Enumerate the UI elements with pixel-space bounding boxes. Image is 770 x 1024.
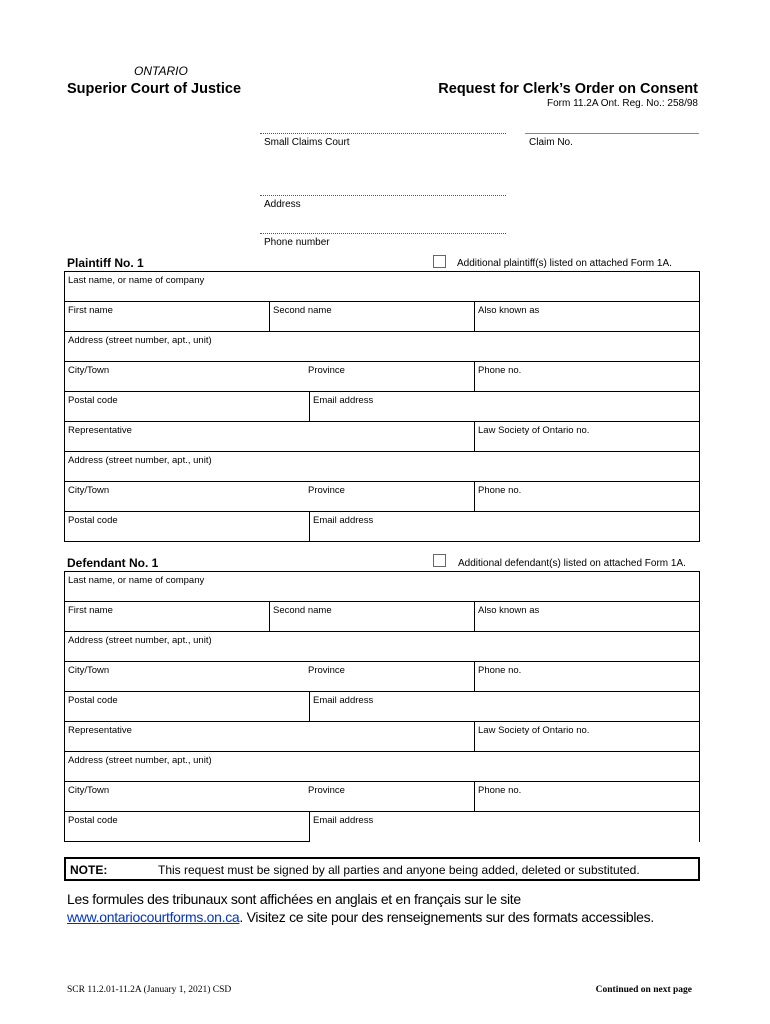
field-label: Phone no. [478, 665, 522, 676]
additional-defendants-label: Additional defendant(s) listed on attached Form 1A. [458, 558, 686, 569]
defendant-title: Defendant No. 1 [67, 556, 159, 570]
small-claims-court-field[interactable] [260, 133, 506, 134]
province-label: ONTARIO [134, 64, 188, 78]
additional-plaintiffs-label: Additional plaintiff(s) listed on attached Form 1A. [457, 258, 672, 269]
field-label: Second name [273, 605, 332, 616]
french-line-2: . Visitez ce site pour des renseignements sur des formats accessibles. [239, 909, 654, 925]
field-label: Last name, or name of company [68, 275, 205, 286]
defendant-address-field[interactable] [65, 632, 699, 662]
defendant-rep-email-field[interactable] [309, 812, 699, 842]
plaintiff-first-name-field[interactable] [65, 302, 269, 331]
note-text: This request must be signed by all parties and anyone being added, deleted or substituted. [158, 863, 640, 877]
plaintiff-email-field[interactable] [309, 392, 699, 421]
plaintiff-second-name-field[interactable] [269, 302, 474, 331]
field-label: Also known as [478, 605, 540, 616]
field-label: Postal code [68, 815, 118, 826]
plaintiff-rep-province-field[interactable] [305, 482, 474, 511]
field-label: City/Town [68, 365, 110, 376]
field-label: Postal code [68, 395, 118, 406]
plaintiff-rep-email-field[interactable] [309, 512, 699, 541]
claim-no-label: Claim No. [529, 137, 573, 148]
note-box [64, 857, 700, 881]
defendant-email-field[interactable] [309, 692, 699, 721]
field-label: City/Town [68, 485, 110, 496]
field-label: Address (street number, apt., unit) [68, 755, 212, 766]
defendant-aka-field[interactable] [474, 602, 699, 631]
field-label: First name [68, 605, 113, 616]
plaintiff-address-field[interactable] [65, 332, 699, 362]
additional-defendants-checkbox[interactable] [433, 554, 446, 567]
plaintiff-representative-field[interactable] [65, 422, 474, 451]
address-field[interactable] [260, 195, 506, 196]
note-label: NOTE: [70, 863, 108, 877]
field-label: Postal code [68, 515, 118, 526]
plaintiff-title: Plaintiff No. 1 [67, 256, 144, 270]
field-label: Phone no. [478, 785, 522, 796]
form-number: Form 11.2A Ont. Reg. No.: 258/98 [546, 98, 698, 109]
form-code: SCR 11.2.01-11.2A (January 1, 2021) CSD [67, 985, 232, 995]
defendant-rep-address-field[interactable] [65, 752, 699, 782]
plaintiff-rep-city-field[interactable] [65, 482, 305, 511]
field-label: Also known as [478, 305, 540, 316]
field-label: Phone no. [478, 485, 522, 496]
defendant-lso-field[interactable] [474, 722, 699, 751]
defendant-rep-phone-field[interactable] [474, 782, 699, 811]
defendant-representative-field[interactable] [65, 722, 474, 751]
defendant-phone-field[interactable] [474, 662, 699, 691]
plaintiff-rep-phone-field[interactable] [474, 482, 699, 511]
field-label: Second name [273, 305, 332, 316]
defendant-province-field[interactable] [305, 662, 474, 691]
defendant-last-name-field[interactable] [65, 572, 699, 602]
address-label: Address [264, 199, 301, 210]
defendant-grid [64, 571, 700, 842]
phone-number-field[interactable] [260, 233, 506, 234]
field-label: Email address [313, 815, 374, 826]
defendant-postal-field[interactable] [65, 692, 309, 721]
phone-number-label: Phone number [264, 237, 330, 248]
field-label: Province [308, 785, 345, 796]
field-label: City/Town [68, 665, 110, 676]
form-title: Request for Clerk’s Order on Consent [438, 81, 698, 97]
field-label: Law Society of Ontario no. [478, 425, 590, 436]
field-label: Address (street number, apt., unit) [68, 455, 212, 466]
plaintiff-postal-field[interactable] [65, 392, 309, 421]
french-notice [67, 890, 654, 926]
defendant-city-field[interactable] [65, 662, 305, 691]
field-label: Email address [313, 515, 374, 526]
plaintiff-grid [64, 271, 700, 542]
field-label: Province [308, 485, 345, 496]
field-label: Postal code [68, 695, 118, 706]
field-label: Email address [313, 695, 374, 706]
field-label: Representative [68, 425, 132, 436]
continued-label: Continued on next page [595, 985, 692, 995]
plaintiff-phone-field[interactable] [474, 362, 699, 391]
field-label: Province [308, 665, 345, 676]
plaintiff-lso-field[interactable] [474, 422, 699, 451]
field-label: First name [68, 305, 113, 316]
field-label: Representative [68, 725, 132, 736]
plaintiff-aka-field[interactable] [474, 302, 699, 331]
field-label: Email address [313, 395, 374, 406]
french-line-1: Les formules des tribunaux sont affichées en anglais et en français sur le site [67, 891, 521, 907]
claim-no-field[interactable] [525, 133, 699, 134]
defendant-rep-province-field[interactable] [305, 782, 474, 811]
court-name: Superior Court of Justice [67, 81, 242, 97]
defendant-second-name-field[interactable] [269, 602, 474, 631]
field-label: Province [308, 365, 345, 376]
plaintiff-rep-address-field[interactable] [65, 452, 699, 482]
plaintiff-last-name-field[interactable] [65, 272, 699, 302]
defendant-rep-city-field[interactable] [65, 782, 305, 811]
court-forms-link[interactable]: www.ontariocourtforms.on.ca [67, 909, 240, 925]
small-claims-court-label: Small Claims Court [264, 137, 350, 148]
field-label: Last name, or name of company [68, 575, 205, 586]
plaintiff-city-field[interactable] [65, 362, 305, 391]
field-label: City/Town [68, 785, 110, 796]
plaintiff-province-field[interactable] [305, 362, 474, 391]
field-label: Phone no. [478, 365, 522, 376]
plaintiff-rep-postal-field[interactable] [65, 512, 309, 541]
field-label: Address (street number, apt., unit) [68, 635, 212, 646]
field-label: Law Society of Ontario no. [478, 725, 590, 736]
defendant-first-name-field[interactable] [65, 602, 269, 631]
field-label: Address (street number, apt., unit) [68, 335, 212, 346]
additional-plaintiffs-checkbox[interactable] [433, 255, 446, 268]
defendant-rep-postal-field[interactable] [65, 812, 309, 842]
